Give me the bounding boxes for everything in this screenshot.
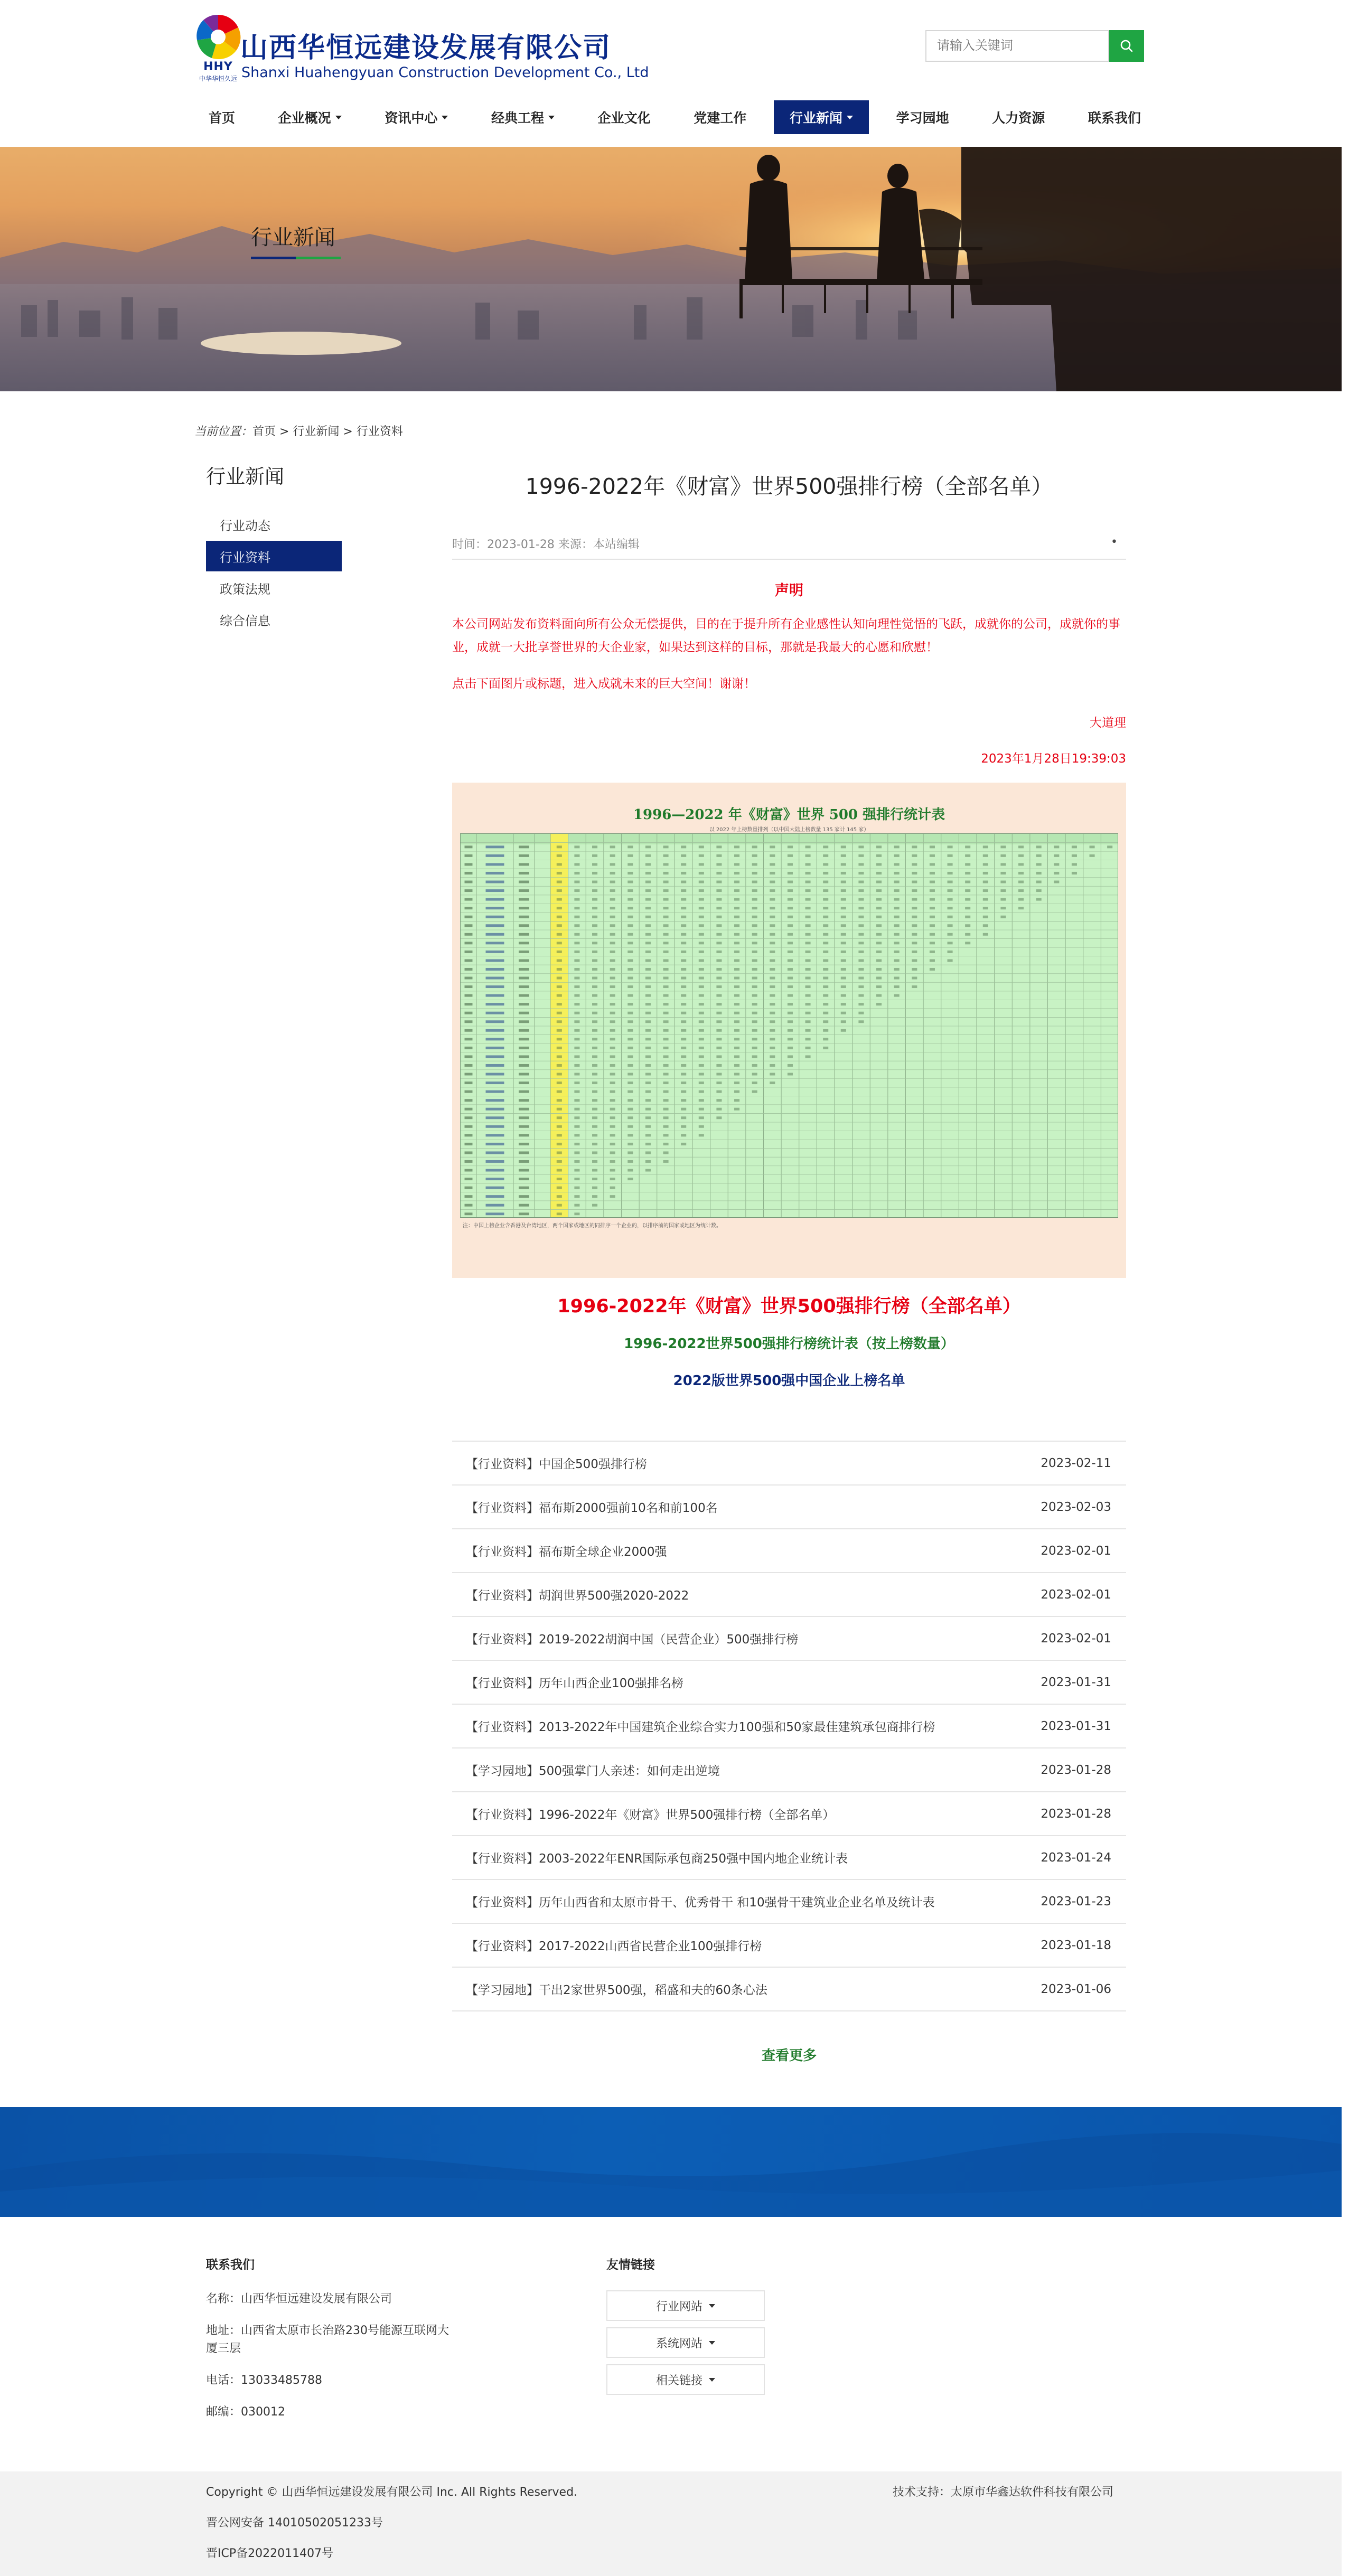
table-image-title: 1996—2022 年《财富》世界 500 强排行统计表 [633, 807, 945, 823]
related-article-title[interactable]: 【行业资料】中国企500强排行榜 [466, 1458, 647, 1471]
banner-underline-blue [251, 257, 296, 259]
sidebar-item[interactable]: 行业资料 [206, 541, 342, 571]
friendly-link-label: 系统网站 [655, 2337, 702, 2351]
footer-contact [206, 2255, 449, 2435]
declaration-tip: 点击下面图片或标题，进入成就未来的巨大空间！谢谢！ [452, 677, 756, 691]
company-name-en: Shanxi Huahengyuan Construction Development Co., Ltd [241, 64, 649, 81]
related-article-row[interactable] [452, 1968, 1126, 2011]
search-input[interactable] [925, 30, 1109, 62]
article-meta [452, 528, 1126, 560]
related-article-row[interactable] [452, 1792, 1126, 1836]
related-article-date: 2023-01-31 [1041, 1719, 1111, 1733]
site-header [0, 0, 1349, 95]
nav-item-label: 企业概况 [278, 110, 331, 126]
related-article-title[interactable]: 【行业资料】2019-2022胡润中国（民营企业）500强排行榜 [466, 1633, 799, 1647]
band-wave-decoration [0, 2107, 1342, 2217]
related-article-date: 2023-01-28 [1041, 1807, 1111, 1821]
tech-support-text: 技术支持：太原市华鑫达软件科技有限公司 [893, 2486, 1114, 2499]
view-more-link[interactable]: 查看更多 [761, 2048, 817, 2064]
banner-cityscape-image [0, 147, 1342, 391]
related-article-title[interactable]: 【学习园地】500强掌门人亲述：如何走出逆境 [466, 1764, 720, 1778]
related-article-date: 2023-01-18 [1041, 1938, 1111, 1952]
copyright-text: Copyright © 山西华恒远建设发展有限公司 Inc. All Rights Reserved. [206, 2486, 578, 2499]
declaration-time: 2023年1月28日19:39:03 [981, 752, 1126, 766]
caret-down-icon [847, 116, 853, 119]
sidebar-menu [206, 509, 342, 636]
related-article-title[interactable]: 【行业资料】历年山西企业100强排名榜 [466, 1677, 683, 1690]
related-article-title[interactable]: 【学习园地】干出2家世界500强，稻盛和夫的60条心法 [466, 1983, 767, 1997]
footer-contact-title: 联系我们 [206, 2258, 255, 2272]
related-article-date: 2023-01-06 [1041, 1982, 1111, 1996]
related-article-row[interactable] [452, 1836, 1126, 1880]
pinwheel-logo-icon [193, 12, 243, 62]
nav-item[interactable] [369, 100, 464, 134]
related-article-row[interactable] [452, 1880, 1126, 1924]
footer-address: 地址：山西省太原市长治路230号能源互联网大厦三层 [206, 2324, 449, 2355]
related-article-date: 2023-01-31 [1041, 1675, 1111, 1689]
footer-decorative-band [0, 2107, 1342, 2217]
related-article-date: 2023-02-01 [1041, 1544, 1111, 1558]
main-nav [193, 100, 1157, 134]
search-button[interactable] [1109, 30, 1144, 62]
nav-item[interactable] [678, 100, 762, 134]
caret-down-icon [335, 116, 342, 119]
nav-item[interactable] [1072, 100, 1157, 134]
logo-abbr: HHY [203, 60, 233, 73]
related-article-row[interactable] [452, 1442, 1126, 1486]
icp-record-link[interactable]: 晋ICP备2022011407号 [206, 2547, 334, 2560]
related-article-row[interactable] [452, 1924, 1126, 1968]
logo-tagline: 中华华恒久远 [199, 75, 237, 82]
search-icon [1119, 38, 1135, 54]
breadcrumb [194, 422, 403, 439]
breadcrumb-label: 当前位置： [194, 425, 253, 438]
sidebar-title: 行业新闻 [206, 465, 284, 488]
friendly-link-selects [606, 2290, 765, 2395]
nav-item-label: 经典工程 [491, 110, 544, 126]
footer-links [606, 2255, 765, 2401]
footer-postcode: 邮编：030012 [206, 2405, 285, 2419]
sidebar-item[interactable]: 行业动态 [220, 518, 270, 533]
table-image-grid [460, 833, 1118, 1218]
related-article-title[interactable]: 【行业资料】2013-2022年中国建筑企业综合实力100强和50家最佳建筑承包商排行榜 [466, 1721, 935, 1734]
table-image-subtitle: 以 2022 年上榜数量排列（以中国大陆上榜数量 135 家计 145 家） [709, 827, 869, 833]
sidebar-item[interactable]: 政策法规 [220, 581, 270, 597]
police-record-link[interactable]: 晋公网安备 14010502051233号 [206, 2516, 383, 2530]
site-logo[interactable] [193, 12, 649, 86]
sidebar-item[interactable]: 综合信息 [220, 613, 270, 628]
related-article-date: 2023-02-01 [1041, 1631, 1111, 1646]
article-link-full-list[interactable]: 1996-2022年《财富》世界500强排行榜（全部名单） [557, 1296, 1021, 1317]
related-article-row[interactable] [452, 1617, 1126, 1661]
related-article-title[interactable]: 【行业资料】2003-2022年ENR国际承包商250强中国内地企业统计表 [466, 1852, 848, 1866]
nav-item-label: 联系我们 [1088, 110, 1141, 126]
nav-item[interactable] [475, 100, 570, 134]
nav-item-label: 党建工作 [694, 110, 747, 126]
nav-item-label: 行业新闻 [789, 110, 842, 126]
banner-underline-green [296, 257, 341, 259]
caret-down-icon [709, 2341, 715, 2345]
page-banner [0, 147, 1342, 391]
nav-item[interactable] [976, 100, 1061, 134]
related-articles-list [452, 1441, 1126, 2011]
nav-item-label: 学习园地 [896, 110, 949, 126]
caret-down-icon [548, 116, 555, 119]
friendly-link-label: 行业网站 [655, 2300, 702, 2314]
friendly-link-select[interactable] [606, 2290, 765, 2321]
nav-item-label: 企业文化 [597, 110, 651, 126]
article-link-china-list[interactable]: 2022版世界500强中国企业上榜名单 [673, 1373, 905, 1389]
related-article-row[interactable] [452, 1573, 1126, 1617]
related-article-title[interactable]: 【行业资料】福布斯2000强前10名和前100名 [466, 1501, 718, 1515]
caret-down-icon [709, 2378, 715, 2382]
nav-item[interactable] [582, 100, 667, 134]
nav-item[interactable] [880, 100, 965, 134]
friendly-link-select[interactable] [606, 2327, 765, 2358]
nav-item-label: 资讯中心 [385, 110, 438, 126]
related-article-title[interactable]: 【行业资料】胡润世界500强2020-2022 [466, 1589, 689, 1603]
table-grid-lines [461, 834, 1118, 1218]
related-article-row[interactable] [452, 1486, 1126, 1529]
banner-title: 行业新闻 [251, 225, 335, 250]
related-article-row[interactable] [452, 1661, 1126, 1705]
footer-links-title: 友情链接 [606, 2258, 655, 2272]
footer-company-name: 名称：山西华恒远建设发展有限公司 [206, 2292, 392, 2306]
related-article-date: 2023-02-11 [1041, 1456, 1111, 1470]
article-link-stats-table[interactable]: 1996-2022世界500强排行榜统计表（按上榜数量） [624, 1336, 954, 1352]
related-article-date: 2023-02-03 [1041, 1500, 1111, 1514]
friendly-link-select[interactable] [606, 2364, 765, 2395]
related-article-date: 2023-01-23 [1041, 1894, 1111, 1909]
declaration-body: 本公司网站发布资料面向所有公众无偿提供，目的在于提升所有企业感性认知向理性觉悟的飞跃，成就你的公司，成就你的事业，成就一大批享誉世界的大企业家，如果达到这样的目标，那就是我最大的心愿和欣慰！ [452, 617, 1120, 654]
breadcrumb-path[interactable]: 首页 > 行业新闻 > 行业资料 [252, 425, 403, 438]
article-meta-text: 时间：2023-01-28 来源：本站编辑 [452, 538, 640, 551]
caret-down-icon [709, 2304, 715, 2308]
caret-down-icon [442, 116, 448, 119]
related-article-row[interactable] [452, 1748, 1126, 1792]
ranking-table-image[interactable] [452, 783, 1126, 1278]
article-title: 1996-2022年《财富》世界500强排行榜（全部名单） [525, 474, 1053, 499]
nav-item-label: 人力资源 [992, 110, 1045, 126]
related-article-title[interactable]: 【行业资料】历年山西省和太原市骨干、优秀骨干 和10强骨干建筑业企业名单及统计表 [466, 1896, 935, 1910]
declaration-heading: 声明 [775, 582, 803, 599]
related-article-date: 2023-01-24 [1041, 1850, 1111, 1865]
table-image-note: 注：中国上榜企业含香港及台湾地区，两个国家或地区的同排序一个企业的，以排序前的国家或地区为统计数。 [463, 1223, 722, 1229]
related-article-date: 2023-01-28 [1041, 1763, 1111, 1777]
related-article-row[interactable] [452, 1529, 1126, 1573]
related-article-title[interactable]: 【行业资料】福布斯全球企业2000强 [466, 1545, 667, 1559]
nav-item[interactable] [774, 100, 869, 134]
nav-item[interactable] [193, 100, 251, 134]
meta-dot: • [1111, 535, 1118, 549]
footer-phone: 电话：13033485788 [206, 2374, 322, 2387]
related-article-title[interactable]: 【行业资料】1996-2022年《财富》世界500强排行榜（全部名单） [466, 1808, 835, 1822]
nav-item[interactable] [263, 100, 358, 134]
related-article-date: 2023-02-01 [1041, 1587, 1111, 1602]
friendly-link-label: 相关链接 [655, 2374, 702, 2387]
nav-item-label: 首页 [209, 110, 236, 126]
related-article-row[interactable] [452, 1705, 1126, 1748]
search-box [925, 30, 1144, 62]
copyright-band [0, 2471, 1342, 2576]
declaration-signature: 大道理 [1090, 716, 1126, 730]
related-article-title[interactable]: 【行业资料】2017-2022山西省民营企业100强排行榜 [466, 1940, 762, 1953]
company-name-cn: 山西华恒远建设发展有限公司 [240, 32, 612, 64]
